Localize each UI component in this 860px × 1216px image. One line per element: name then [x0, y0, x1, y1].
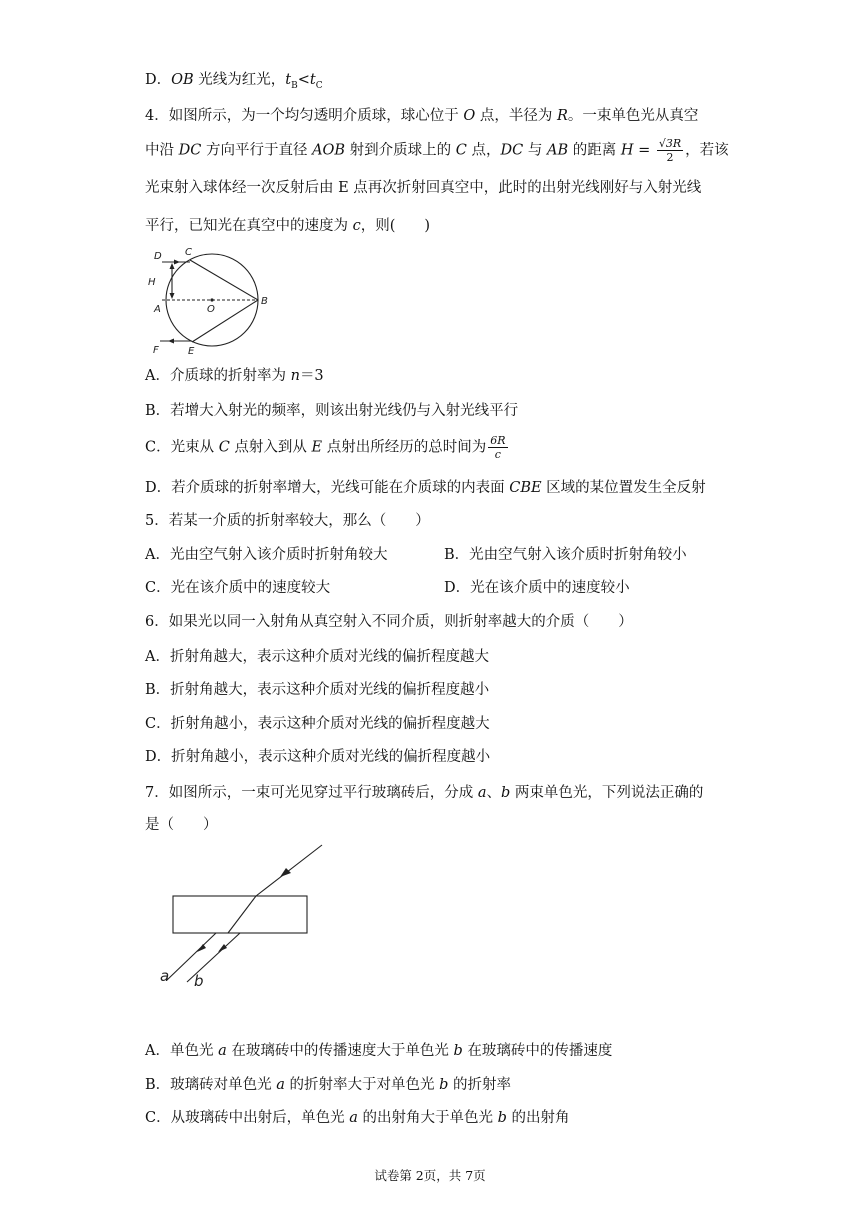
label-d: D: [154, 251, 162, 262]
label-ray-a: a: [160, 967, 170, 985]
q4-stem-line3: 光束射入球体经一次反射后由 E 点再次折射回真空中，此时的出射光线刚好与入射光线: [145, 180, 702, 196]
label-e: E: [188, 346, 195, 357]
page-footer: 试卷第 2页，共 7页: [374, 1168, 486, 1183]
q7-option-a: A．单色光 a 在玻璃砖中的传播速度大于单色光 b 在玻璃砖中的传播速度: [145, 1043, 613, 1059]
incident-ray: [256, 845, 322, 896]
glass-brick: [173, 896, 307, 933]
q4-stem-line2: 中沿 DC 方向平行于直径 AOB 射到介质球上的 C 点，DC 与 AB 的距离 H = $\frac{√3R}{2}$ ，若该: [145, 137, 729, 164]
arrow-ef: [168, 339, 174, 344]
h-fraction: $\frac{√3R}{2}$: [658, 137, 682, 164]
q4-stem-line4: 平行，已知光在真空中的速度为 c，则( ): [145, 218, 431, 234]
arrow-a: [197, 944, 206, 952]
arrow-b: [218, 944, 227, 952]
label-a: A: [154, 304, 161, 315]
chord-cb: [190, 260, 258, 300]
q7-option-b: B．玻璃砖对单色光 a 的折射率大于对单色光 b 的折射率: [145, 1077, 512, 1093]
q6-option-c: C．折射角越小，表示这种介质对光线的偏折程度越大: [145, 716, 490, 732]
q4-option-d: D．若介质球的折射率增大，光线可能在介质球的内表面 CBE 区域的某位置发生全反射: [145, 480, 706, 496]
label-o: O: [207, 304, 215, 315]
label-c: C: [185, 247, 192, 258]
q5-option-b: B．光由空气射入该介质时折射角较小: [444, 547, 687, 563]
q6-stem: 6．如果光以同一入射角从真空射入不同介质，则折射率越大的介质（ ）: [145, 614, 633, 630]
glass-brick-figure: [150, 840, 340, 992]
q6-option-a: A．折射角越大，表示这种介质对光线的偏折程度越大: [145, 649, 489, 665]
q4-option-a: A．介质球的折射率为 n＝3: [145, 368, 324, 384]
internal-ray: [228, 896, 256, 933]
arrow-h-down: [170, 293, 175, 299]
time-fraction: $\frac{6R}{c}$: [490, 434, 506, 461]
q5-option-c: C．光在该介质中的速度较大: [145, 580, 331, 596]
q3-option-d: D．OB 光线为红光，$t_B<t_C$: [145, 72, 323, 91]
q4-option-c: C．光束从 C 点射入到从 E 点射出所经历的总时间为 $\frac{6R}{c}$: [145, 434, 506, 461]
q5-stem: 5．若某一介质的折射率较大，那么（ ）: [145, 513, 430, 529]
label-h: H: [148, 277, 156, 288]
sphere-figure: [140, 242, 280, 360]
q5-option-d: D．光在该介质中的速度较小: [444, 580, 630, 596]
q7-stem-line1: 7．如图所示，一束可光见穿过平行玻璃砖后，分成 a、b 两束单色光，下列说法正确的: [145, 785, 704, 801]
label-f: F: [153, 345, 159, 356]
q7-option-c: C．从玻璃砖中出射后，单色光 a 的出射角大于单色光 b 的出射角: [145, 1110, 570, 1126]
center-dot: [210, 298, 213, 301]
ray-a: [167, 933, 216, 980]
q6-option-b: B．折射角越大，表示这种介质对光线的偏折程度越小: [145, 682, 490, 698]
q4-stem-line1: 4．如图所示，为一个均匀透明介质球，球心位于 O 点，半径为 R。一束单色光从真空: [145, 108, 699, 124]
arrow-incident: [280, 868, 291, 877]
arrow-h-up: [170, 263, 175, 269]
chord-be: [192, 300, 258, 342]
q7-stem-line2: 是（ ）: [145, 817, 218, 833]
q6-option-d: D．折射角越小，表示这种介质对光线的偏折程度越小: [145, 749, 491, 765]
q5-option-a: A．光由空气射入该介质时折射角较大: [145, 547, 388, 563]
q4-option-b: B．若增大入射光的频率，则该出射光线仍与入射光线平行: [145, 403, 519, 419]
arrow-dc: [174, 260, 180, 265]
label-b: B: [261, 296, 268, 307]
label-ray-b: b: [194, 972, 204, 990]
